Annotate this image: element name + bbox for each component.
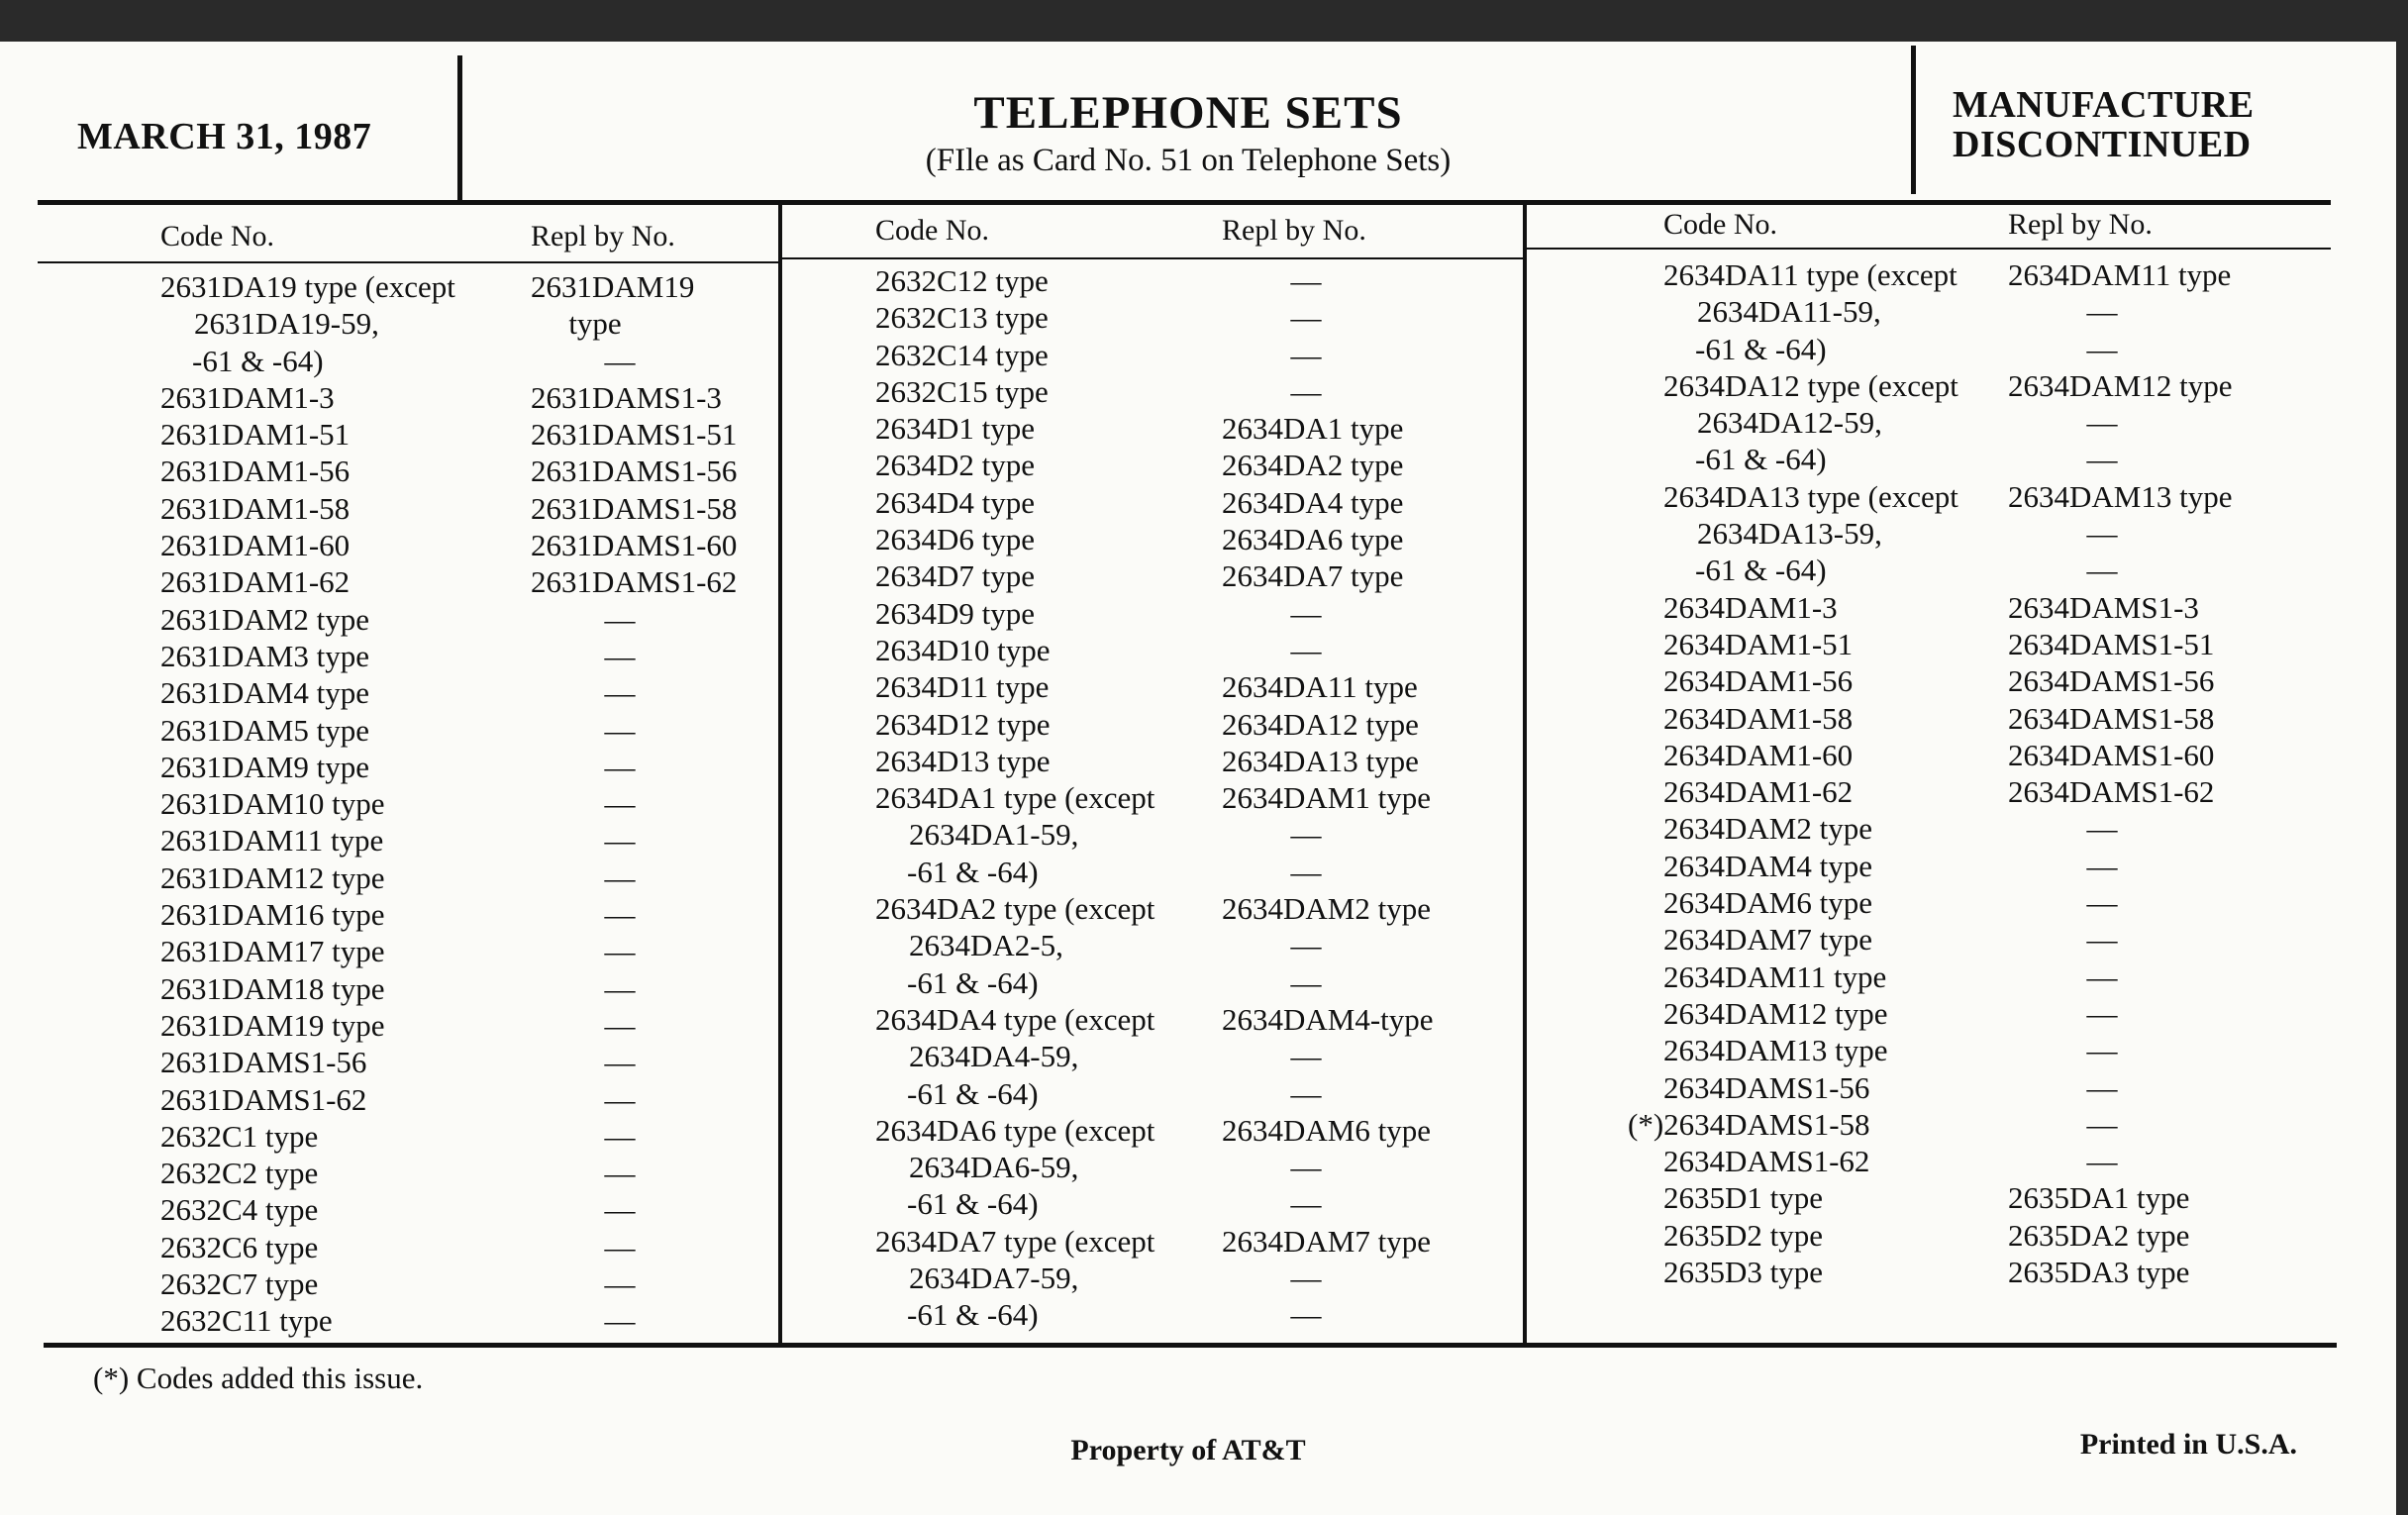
replacement-cell: 2634DAM7 type [1222, 1223, 1431, 1259]
code-cell: 2634DA13-59, [1697, 516, 1882, 552]
replacement-cell: — [2086, 1106, 2118, 1142]
replacement-cell: — [604, 1303, 636, 1339]
replacement-cell: — [2086, 811, 2118, 847]
replacement-cell: — [1290, 817, 1322, 853]
column-divider-2 [1523, 200, 1527, 1343]
code-cell: 2634DAM1-58 [1663, 700, 1854, 736]
replacement-cell: — [1290, 373, 1322, 409]
replacement-cell: — [1290, 263, 1322, 298]
code-cell: 2634DA12-59, [1697, 405, 1882, 441]
replacement-cell: 2634DA1 type [1222, 411, 1404, 447]
replacement-cell: — [604, 823, 636, 858]
code-cell: 2631DAM19 type [160, 1007, 385, 1043]
replacement-cell: — [1290, 1261, 1322, 1296]
replacement-cell: 2634DAMS1-58 [2008, 700, 2215, 736]
code-cell: 2634D13 type [875, 743, 1051, 778]
code-cell: -61 & -64) [1695, 331, 1827, 366]
column-divider-1 [778, 202, 782, 1345]
replacement-cell: — [1290, 854, 1322, 889]
code-cell: 2634DAM1-3 [1663, 589, 1838, 625]
code-cell: 2634D9 type [875, 595, 1036, 631]
replacement-cell: 2631DAMS1-56 [531, 454, 738, 489]
repl-header: Repl by No. [531, 220, 675, 252]
code-cell: 2634DA11-59, [1697, 294, 1881, 330]
code-cell: 2631DAM17 type [160, 934, 385, 969]
replacement-cell: 2634DAMS1-62 [2008, 774, 2215, 810]
replacement-cell: 2631DAMS1-62 [531, 564, 738, 600]
code-cell: 2632C13 type [875, 300, 1049, 336]
code-cell: 2631DA19-59, [194, 306, 379, 342]
replacement-cell: — [1290, 1039, 1322, 1074]
code-cell: 2631DAMS1-62 [160, 1081, 367, 1117]
code-cell: 2634DAMS1-56 [1663, 1069, 1870, 1105]
code-cell: 2634DA6-59, [909, 1150, 1079, 1185]
replacement-cell: — [2086, 442, 2118, 477]
replacement-cell: — [604, 1266, 636, 1302]
code-cell: 2631DAM1-62 [160, 564, 351, 600]
code-cell: 2634DAM2 type [1663, 811, 1872, 847]
code-cell: 2631DAM12 type [160, 859, 385, 895]
code-cell: 2635D2 type [1663, 1217, 1824, 1253]
colhead-rule-1 [38, 261, 778, 263]
replacement-cell: — [2086, 1144, 2118, 1179]
code-cell: 2631DA19 type (except [160, 269, 455, 304]
code-cell: 2631DAM1-58 [160, 490, 351, 526]
replacement-cell: — [604, 712, 636, 748]
code-cell: 2634DAM11 type [1663, 959, 1887, 994]
code-cell: 2634DA11 type (except [1663, 257, 1957, 292]
replacement-cell: — [2086, 294, 2118, 330]
replacement-cell: — [1290, 632, 1322, 667]
replacement-cell: — [604, 343, 636, 378]
code-cell: 2631DAM18 type [160, 970, 385, 1006]
replacement-cell: — [604, 638, 636, 673]
code-cell: -61 & -64) [907, 1186, 1039, 1222]
code-cell: 2631DAM5 type [160, 712, 369, 748]
replacement-cell: — [604, 1192, 636, 1228]
issue-date: MARCH 31, 1987 [77, 116, 372, 157]
code-cell: -61 & -64) [907, 1297, 1039, 1333]
code-cell: (*)2634DAMS1-58 [1628, 1106, 1870, 1142]
replacement-cell: — [604, 897, 636, 933]
code-cell: 2634DAM1-62 [1663, 774, 1854, 810]
code-cell: 2634D7 type [875, 558, 1036, 594]
replacement-cell: 2634DAM2 type [1222, 891, 1431, 927]
replacement-cell: 2635DA3 type [2008, 1255, 2190, 1290]
colhead-rule-3 [1527, 248, 2331, 250]
code-header: Code No. [160, 220, 274, 252]
colhead-rule-2 [782, 257, 1523, 259]
code-cell: 2634DAM6 type [1663, 885, 1872, 921]
replacement-cell: — [2086, 516, 2118, 552]
repl-header: Repl by No. [2008, 208, 2153, 241]
code-cell: 2634DAM12 type [1663, 995, 1888, 1031]
code-cell: 2634DA6 type (except [875, 1112, 1155, 1148]
header-bottom-rule [38, 200, 2331, 205]
code-header: Code No. [875, 214, 989, 247]
code-header: Code No. [1663, 208, 1777, 241]
replacement-cell: 2634DAM1 type [1222, 780, 1431, 816]
replacement-cell: 2634DAM13 type [2008, 478, 2233, 514]
replacement-cell: — [604, 786, 636, 822]
status-line-1: MANUFACTURE [1953, 84, 2255, 126]
code-cell: -61 & -64) [907, 854, 1039, 889]
code-cell: 2634DA12 type (except [1663, 367, 1958, 403]
replacement-cell: 2634DA6 type [1222, 522, 1404, 557]
replacement-cell: 2635DA1 type [2008, 1180, 2190, 1216]
replacement-cell: — [604, 1007, 636, 1043]
code-cell: -61 & -64) [1695, 553, 1827, 588]
code-cell: 2632C4 type [160, 1192, 319, 1228]
replacement-cell: 2631DAMS1-58 [531, 490, 738, 526]
reference-card [0, 42, 2396, 1515]
code-cell: 2631DAM1-60 [160, 528, 351, 563]
code-cell: 2634DA1-59, [909, 817, 1079, 853]
code-cell: -61 & -64) [907, 1075, 1039, 1111]
repl-header: Repl by No. [1222, 214, 1366, 247]
replacement-cell: 2634DAMS1-56 [2008, 663, 2215, 699]
code-cell: 2634DAM13 type [1663, 1033, 1888, 1068]
replacement-cell: — [2086, 1069, 2118, 1105]
code-cell: 2634D12 type [875, 706, 1051, 742]
replacement-cell: 2634DAM11 type [2008, 257, 2232, 292]
code-cell: 2634DAM1-60 [1663, 737, 1854, 772]
status-line-2: DISCONTINUED [1953, 124, 2252, 165]
replacement-cell: 2634DA7 type [1222, 558, 1404, 594]
replacement-cell: 2631DAMS1-60 [531, 528, 738, 563]
code-cell: -61 & -64) [907, 964, 1039, 1000]
code-cell: 2631DAM10 type [160, 786, 385, 822]
replacement-cell: 2635DA2 type [2008, 1217, 2190, 1253]
replacement-cell: — [1290, 1075, 1322, 1111]
page-title: TELEPHONE SETS [973, 87, 1403, 139]
replacement-cell: — [2086, 995, 2118, 1031]
code-cell: 2631DAM3 type [160, 638, 369, 673]
page-title-block [465, 85, 1911, 180]
replacement-cell: 2634DAMS1-3 [2008, 589, 2199, 625]
replacement-cell: — [1290, 595, 1322, 631]
replacement-cell: — [604, 934, 636, 969]
code-cell: 2635D1 type [1663, 1180, 1824, 1216]
replacement-cell: 2634DAM12 type [2008, 367, 2233, 403]
replacement-cell: — [604, 1229, 636, 1264]
code-cell: 2632C15 type [875, 373, 1049, 409]
code-cell: 2631DAM1-51 [160, 417, 351, 453]
replacement-cell: — [2086, 922, 2118, 958]
replacement-cell: — [2086, 959, 2118, 994]
code-cell: 2632C1 type [160, 1118, 319, 1154]
code-cell: 2634DA2-5, [909, 928, 1063, 963]
code-cell: 2634DA7-59, [909, 1261, 1079, 1296]
replacement-cell: — [1290, 300, 1322, 336]
code-cell: 2631DAM9 type [160, 749, 369, 784]
table-bottom-rule [44, 1343, 2337, 1348]
replacement-cell: — [604, 749, 636, 784]
header-divider-right [1911, 46, 1916, 194]
code-cell: 2634DAM1-56 [1663, 663, 1854, 699]
replacement-cell: — [1290, 337, 1322, 372]
replacement-cell: — [2086, 331, 2118, 366]
replacement-cell: — [2086, 1033, 2118, 1068]
page-subtitle: (FIle as Card No. 51 on Telephone Sets) [925, 143, 1452, 178]
replacement-cell: 2631DAMS1-51 [531, 417, 738, 453]
replacement-cell: — [1290, 928, 1322, 963]
code-cell: -61 & -64) [1695, 442, 1827, 477]
code-cell: 2632C14 type [875, 337, 1049, 372]
replacement-cell: — [604, 1045, 636, 1080]
code-cell: 2634DAM4 type [1663, 848, 1872, 883]
replacement-cell: 2634DAM4-type [1222, 1001, 1434, 1037]
replacement-cell: — [604, 601, 636, 637]
replacement-cell: — [1290, 1186, 1322, 1222]
replacement-cell: 2634DAMS1-60 [2008, 737, 2215, 772]
code-cell: 2634DA13 type (except [1663, 478, 1958, 514]
code-cell: 2634D4 type [875, 484, 1036, 520]
code-cell: 2634D11 type [875, 669, 1050, 705]
code-cell: 2631DAM16 type [160, 897, 385, 933]
printed-notice: Printed in U.S.A. [2079, 1428, 2297, 1461]
replacement-cell: 2634DA2 type [1222, 448, 1404, 483]
replacement-cell: 2631DAMS1-3 [531, 379, 722, 415]
code-cell: 2631DAM4 type [160, 675, 369, 711]
replacement-cell: type [568, 306, 622, 342]
code-cell: 2632C7 type [160, 1266, 319, 1302]
replacement-cell: 2634DA13 type [1222, 743, 1419, 778]
footnote: (*) Codes added this issue. [93, 1361, 424, 1395]
replacement-cell: — [604, 859, 636, 895]
replacement-cell: 2634DAMS1-51 [2008, 626, 2215, 661]
replacement-cell: — [1290, 1297, 1322, 1333]
code-cell: 2631DAM1-56 [160, 454, 351, 489]
code-cell: 2634DA4 type (except [875, 1001, 1155, 1037]
replacement-cell: — [2086, 553, 2118, 588]
code-cell: 2634D6 type [875, 522, 1036, 557]
code-cell: 2634DA1 type (except [875, 780, 1155, 816]
replacement-cell: — [604, 675, 636, 711]
replacement-cell: — [604, 970, 636, 1006]
code-cell: 2634DAMS1-62 [1663, 1144, 1870, 1179]
replacement-cell: 2634DA4 type [1222, 484, 1404, 520]
code-cell: 2632C11 type [160, 1303, 333, 1339]
code-cell: 2634DA7 type (except [875, 1223, 1155, 1259]
property-notice: Property of AT&T [1070, 1434, 1306, 1466]
code-cell: 2634D1 type [875, 411, 1036, 447]
replacement-cell: 2634DAM6 type [1222, 1112, 1431, 1148]
code-cell: 2634D2 type [875, 448, 1036, 483]
code-cell: 2631DAM2 type [160, 601, 369, 637]
replacement-cell: 2634DA11 type [1222, 669, 1418, 705]
code-cell: 2632C6 type [160, 1229, 319, 1264]
code-cell: 2632C12 type [875, 263, 1049, 298]
code-cell: 2634D10 type [875, 632, 1051, 667]
code-cell: 2634DA4-59, [909, 1039, 1079, 1074]
code-cell: -61 & -64) [192, 343, 324, 378]
replacement-cell: — [2086, 405, 2118, 441]
header-divider-left [457, 55, 462, 204]
replacement-cell: — [604, 1156, 636, 1191]
code-cell: 2631DAM1-3 [160, 379, 335, 415]
code-cell: 2631DAMS1-56 [160, 1045, 367, 1080]
replacement-cell: — [2086, 885, 2118, 921]
replacement-cell: — [1290, 964, 1322, 1000]
code-cell: 2631DAM11 type [160, 823, 384, 858]
replacement-cell: — [604, 1118, 636, 1154]
replacement-cell: — [1290, 1150, 1322, 1185]
status-label [1953, 85, 2368, 164]
replacement-cell: — [604, 1081, 636, 1117]
code-cell: 2634DA2 type (except [875, 891, 1155, 927]
code-cell: 2635D3 type [1663, 1255, 1824, 1290]
code-cell: 2634DAM7 type [1663, 922, 1872, 958]
code-cell: 2634DAM1-51 [1663, 626, 1854, 661]
replacement-cell: — [2086, 848, 2118, 883]
replacement-cell: 2634DA12 type [1222, 706, 1419, 742]
code-cell: 2632C2 type [160, 1156, 319, 1191]
replacement-cell: 2631DAM19 [531, 269, 695, 304]
